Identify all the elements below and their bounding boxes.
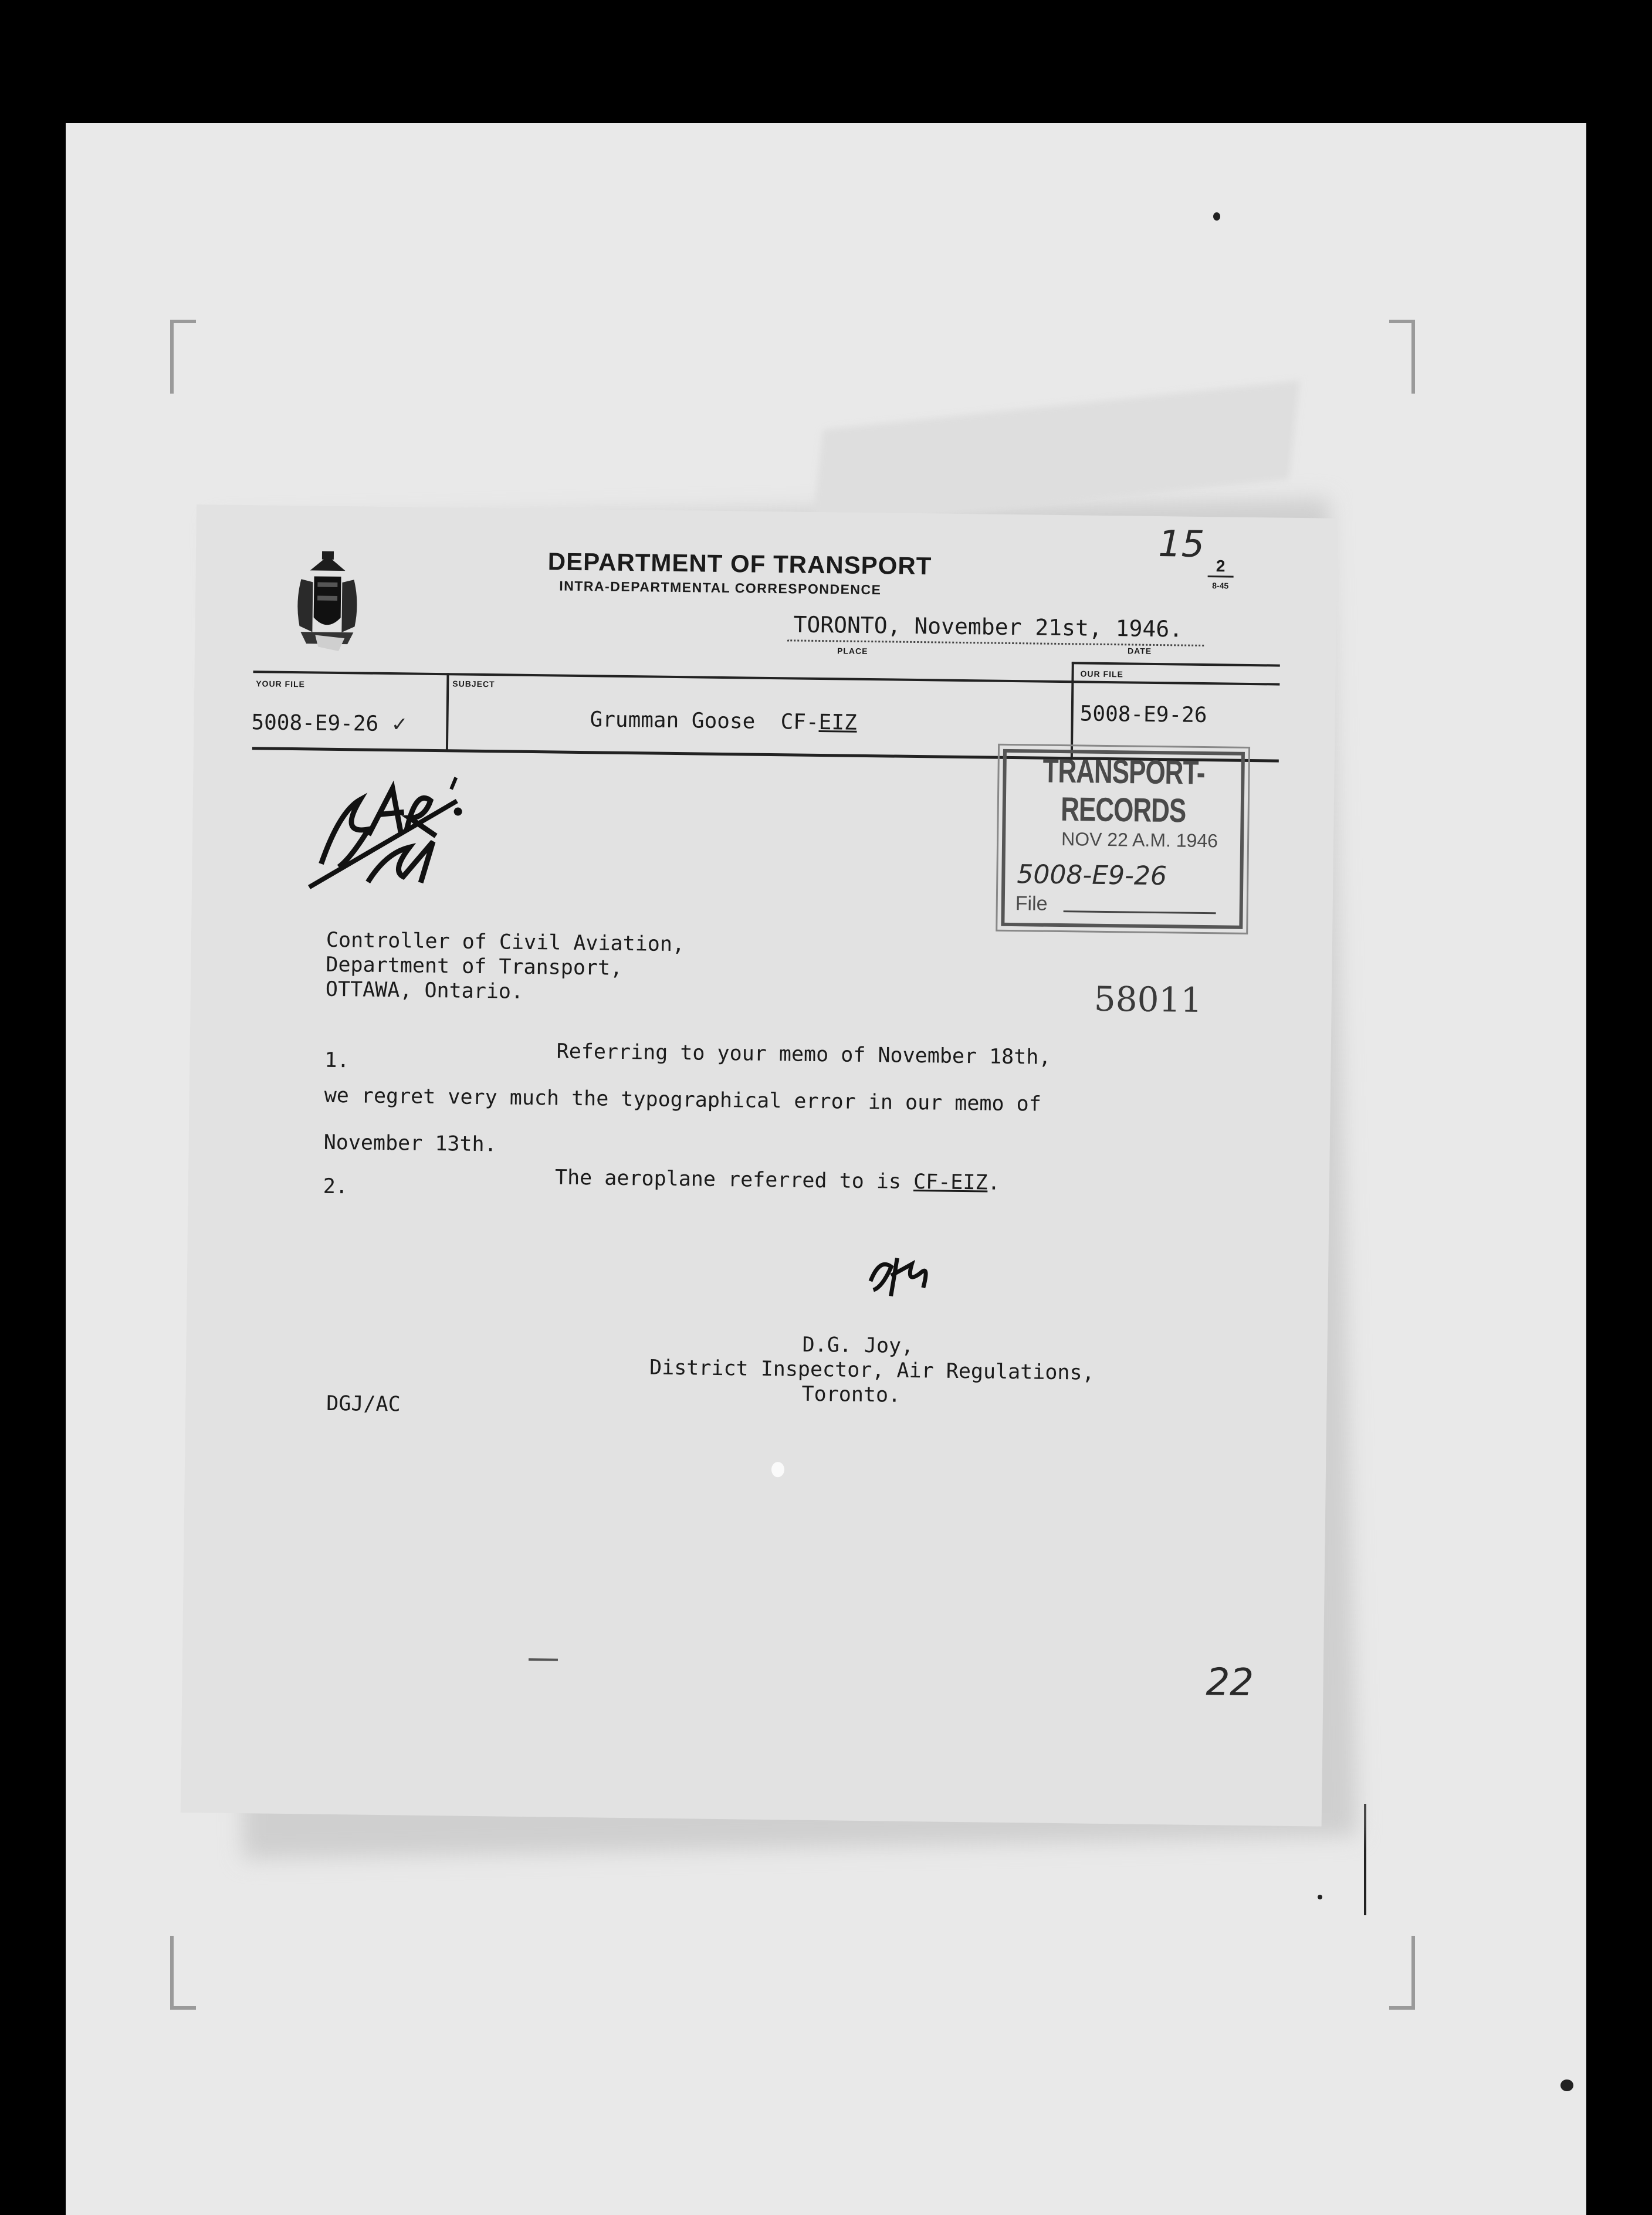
stamp-file-number: 5008-E9-26 (1017, 859, 1167, 892)
form-number (1207, 557, 1233, 591)
paragraph-number: 2. (323, 1174, 348, 1199)
dust-speck (1213, 212, 1220, 221)
paragraph-number: 1. (324, 1048, 350, 1073)
paragraph-text (555, 1166, 1000, 1195)
ref-block-divider (1071, 662, 1074, 758)
memo-sheet (181, 504, 1338, 1827)
form-revision-date: 8-45 (1212, 581, 1229, 591)
paper-blemish (771, 1462, 784, 1477)
correspondence-subtitle: INTRA-DEPARTMENTAL CORRESPONDENCE (559, 578, 882, 598)
our-file-top-rule (1072, 662, 1280, 666)
form-number-value: 2 (1208, 557, 1234, 578)
subject-text: Grumman Goose CF- (590, 707, 819, 734)
stamp-date: NOV 22 A.M. 1946 (1061, 828, 1218, 852)
your-file-number (251, 710, 408, 736)
aircraft-registration: CF-EIZ (913, 1170, 988, 1195)
stamp-file-label: File (1015, 892, 1048, 915)
recipient-line: OTTAWA, Ontario. (325, 977, 524, 1004)
subject-field (590, 707, 857, 735)
recipient-line: Controller of Civil Aviation, (326, 928, 685, 957)
paragraph-2-end: . (987, 1171, 1000, 1195)
film-edge-line (1364, 1804, 1366, 1915)
paragraph-text: November 13th. (323, 1130, 497, 1157)
paragraph-text: we regret very much the typographical error in our memo of (324, 1083, 1042, 1116)
handwritten-page-mark: 15 (1157, 522, 1205, 565)
transport-records-stamp (1001, 749, 1245, 929)
ref-block-top-rule (253, 670, 1279, 685)
crop-mark-bottom-left (170, 1936, 196, 2010)
coat-of-arms-icon (289, 550, 366, 653)
signatory-title: District Inspector, Air Regulations, (649, 1356, 1095, 1385)
handwritten-initials-scribble (303, 764, 481, 907)
place-date-field: TORONTO, November 21st, 1946. (793, 611, 1183, 642)
ref-block-divider (446, 673, 449, 751)
your-file-value: 5008-E9-26 (251, 710, 379, 736)
handwritten-folio-number: 22 (1206, 1661, 1254, 1705)
handwritten-initials (864, 1246, 953, 1306)
crop-mark-top-left (170, 320, 196, 394)
recipient-line: Department of Transport, (326, 953, 623, 980)
department-title: DEPARTMENT OF TRANSPORT (547, 547, 932, 580)
signatory-city: Toronto. (801, 1382, 901, 1407)
stamp-file-line (1064, 910, 1216, 914)
your-file-label: YOUR FILE (256, 679, 306, 689)
document-number-stamp: 58011 (1094, 978, 1203, 1021)
stamp-title: TRANSPORT-RECORDS (1042, 752, 1205, 830)
crop-mark-bottom-right (1389, 1936, 1415, 2010)
subject-label: SUBJECT (452, 679, 495, 689)
subject-registration: EIZ (818, 710, 857, 735)
paragraph-2-text: The aeroplane referred to is (554, 1166, 914, 1194)
our-file-label: OUR FILE (1080, 669, 1124, 679)
checkmark-icon: ✓ (391, 713, 408, 737)
date-label: DATE (1127, 646, 1152, 656)
paragraph-text: Referring to your memo of November 18th, (556, 1039, 1051, 1069)
reference-initials: DGJ/AC (326, 1391, 401, 1417)
signatory-name: D.G. Joy, (802, 1333, 914, 1359)
dust-speck (1560, 2079, 1573, 2091)
our-file-number: 5008-E9-26 (1079, 702, 1207, 728)
crop-mark-top-right (1389, 320, 1415, 394)
dust-speck (1318, 1895, 1322, 1899)
place-label: PLACE (837, 646, 868, 656)
paper-mark (529, 1658, 558, 1661)
